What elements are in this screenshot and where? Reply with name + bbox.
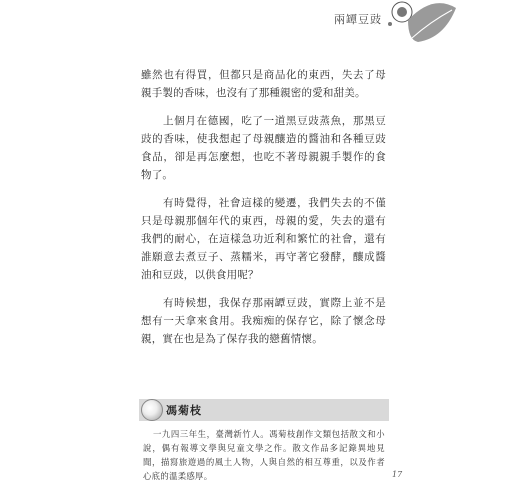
essay-body [141, 66, 386, 358]
paragraph-2: 上個月在德國，吃了一道黑豆豉蒸魚，那黑豆豉的香味，使我想起了母親釀造的醬油和各種豆豉食品，卻是再怎麼想，也吃不著母親親手製作的食物了。 [141, 115, 386, 181]
page-number: 17 [392, 470, 403, 479]
author-name: 馮菊枝 [166, 404, 202, 417]
paragraph-3: 有時覺得，社會這樣的變遷，我們失去的不僅只是母親那個年代的東西，母親的愛，失去的還有我們的耐心，在這樣急功近利和繁忙的社會，還有誰願意去煮豆子、蒸糯米，再守著它發酵，釀成醬油和豆豉，以供食用呢？ [141, 197, 386, 281]
author-bio: 一九四三年生，臺灣新竹人。馮菊枝創作文類包括散文和小說，偶有報導文學與兒童文學之作。散文作品多記錄異地見聞，描寫旅遊過的風土人物，人與自然的相互尊重，以及作者心底的溫柔感厚。 [143, 429, 385, 481]
leaf-circle-ornament [378, 0, 458, 48]
author-info-box [139, 399, 389, 483]
running-header-title: 兩罈豆豉 [334, 13, 382, 26]
paragraph-1: 雖然也有得買，但都只是商品化的東西，失去了母親手製的香味，也沒有了那種親密的愛和甜美。 [141, 69, 386, 99]
author-header-bar [139, 399, 389, 421]
author-badge-icon [141, 399, 163, 421]
paragraph-4: 有時候想，我保存那兩罈豆豉，實際上並不是想有一天拿來食用。我痴痴的保存它，除了懷念母親，實在也是為了保存我的戀舊情懷。 [141, 297, 386, 345]
